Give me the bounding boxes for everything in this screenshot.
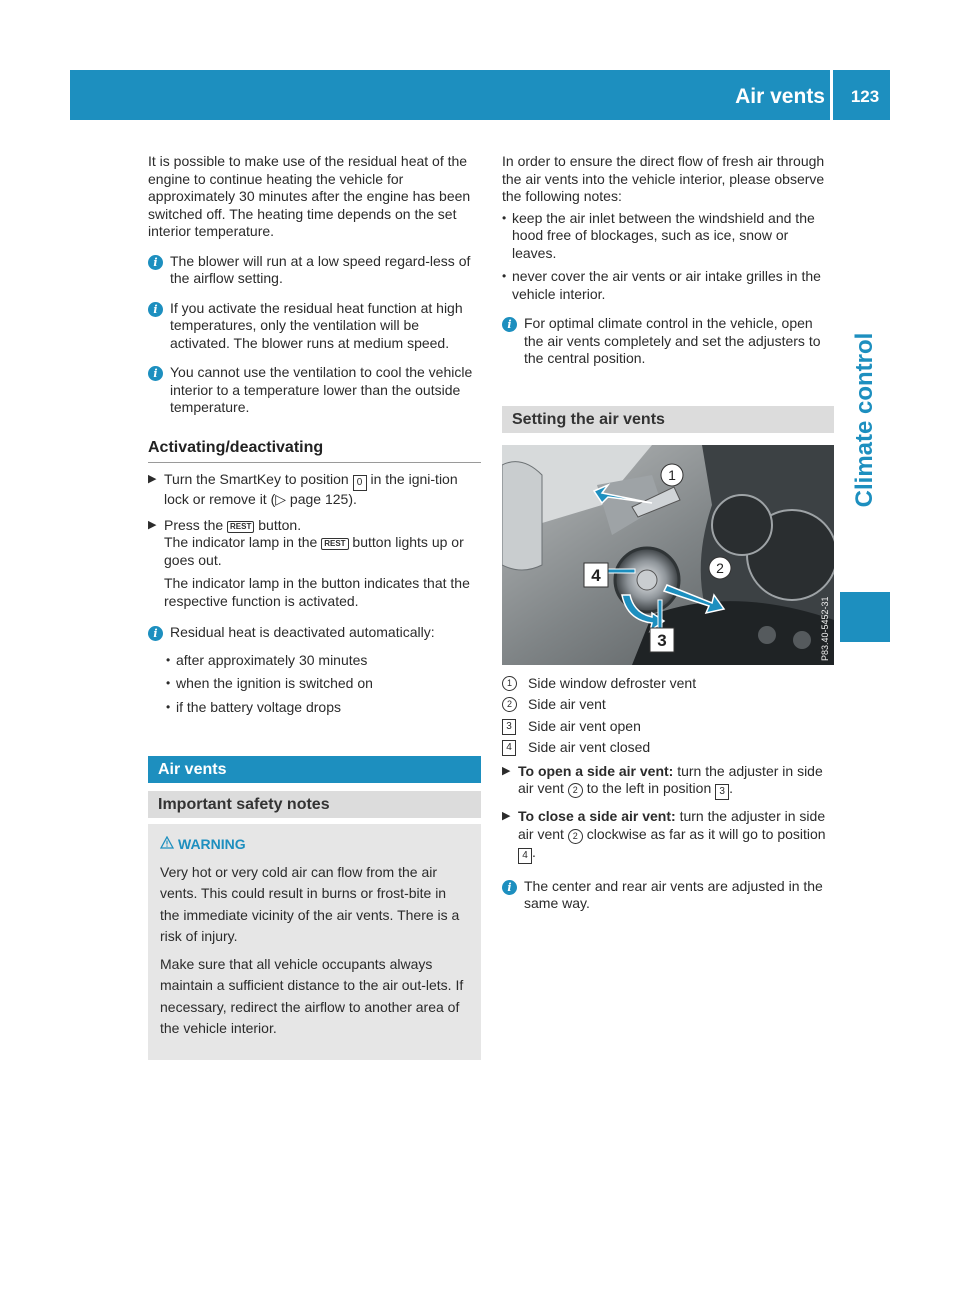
right-column: [502, 153, 834, 925]
step-press-rest: [148, 517, 481, 611]
list-item: [166, 699, 481, 717]
chapter-marker: [840, 592, 890, 642]
legend-item: [502, 739, 834, 757]
step-text: button lights up or goes out.: [164, 534, 464, 568]
step-arrow-icon: ▶: [148, 518, 157, 531]
bullet-icon: •: [502, 269, 507, 283]
page-number: 123: [850, 87, 880, 106]
info-note-center-vents: [502, 878, 834, 913]
position-marker: 4: [518, 848, 532, 864]
step-text: ).: [348, 491, 357, 507]
bullet-text: after approximately 30 minutes: [176, 651, 368, 668]
step-text: clockwise as far as it will go to position: [582, 825, 826, 842]
figure-label-4: 4: [591, 565, 601, 585]
step-close-vent: [502, 808, 834, 864]
info-text: Residual heat is deactivated automatically:: [170, 624, 435, 640]
bullet-icon: •: [166, 699, 171, 714]
vent-marker: 2: [568, 783, 583, 798]
bullet-text: if the battery voltage drops: [176, 698, 341, 715]
info-text: For optimal climate control in the vehicle, open the air vents completely and set the adjusters to the central position.: [524, 315, 821, 366]
step-arrow-icon: ▶: [502, 764, 511, 777]
legend-text: Side air vent open: [528, 717, 641, 734]
step-arrow-icon: ▶: [502, 810, 511, 822]
position-key: 0: [353, 475, 367, 491]
fresh-air-list: [502, 210, 834, 304]
rest-button-symbol: REST: [321, 538, 348, 550]
step-text: in the igni-tion lock or remove it (: [164, 471, 458, 507]
list-item: [502, 210, 834, 263]
figure-code: P83.40-5452-31: [820, 595, 830, 661]
vent-marker: 2: [568, 829, 583, 844]
info-note-cooling: [148, 364, 481, 417]
air-vent-drawing: [502, 445, 834, 665]
bullet-text: never cover the air vents or air intake grilles in the vehicle interior.: [512, 268, 821, 302]
list-item: [502, 268, 834, 303]
step-turn-smartkey: [148, 471, 481, 509]
legend-marker: 4: [502, 740, 516, 756]
bullet-icon: •: [166, 652, 171, 667]
step-text: .: [729, 780, 734, 796]
warning-text: Very hot or very cold air can flow from the air vents. This could result in burns or frost-bite in the immediate vicinity of the air vents. There is a risk of injury.: [160, 863, 460, 944]
legend-text: Side window defroster vent: [528, 674, 697, 691]
warning-heading: [160, 834, 469, 856]
step-text: Press the: [164, 516, 228, 533]
bullet-text: keep the air inlet between the windshield and the hood free of blockages, such as ice, snow or leaves.: [512, 209, 815, 261]
bullet-icon: •: [502, 210, 507, 225]
list-item: [166, 652, 481, 670]
info-note-climate: [502, 315, 834, 368]
chapter-sidebar: [840, 120, 890, 880]
page-reference-link[interactable]: ▷ page 125: [275, 491, 349, 507]
deactivation-list: [166, 652, 481, 717]
info-icon: i: [148, 366, 163, 381]
left-column: [148, 153, 481, 1060]
legend-marker: 3: [502, 719, 516, 735]
step-arrow-icon: ▶: [148, 473, 157, 485]
info-note-high-temp: [148, 300, 481, 353]
info-text: The center and rear air vents are adjusted in the same way.: [524, 877, 823, 911]
figure-label-1: 1: [668, 466, 676, 483]
figure-legend: [502, 675, 834, 757]
info-text: The blower will run at a low speed regard-less of the airflow setting.: [170, 252, 471, 286]
info-note-blower: [148, 253, 481, 288]
info-icon: i: [502, 317, 517, 332]
legend-item: [502, 696, 834, 714]
warning-triangle-icon: [160, 834, 178, 856]
chapter-label: Climate control: [851, 332, 878, 508]
figure-label-3: 3: [657, 630, 667, 650]
warning-box: [148, 824, 481, 1060]
step-text: turn the adjuster in side air vent: [518, 762, 823, 796]
legend-marker: 2: [502, 697, 517, 712]
step-text: Turn the SmartKey to position: [164, 471, 353, 487]
warning-text: Make sure that all vehicle occupants always maintain a sufficient distance to the air out-lets. If necessary, redirect the airflow to another area of the vehicle interior.: [160, 955, 464, 1036]
info-text: If you activate the residual heat function at high temperatures, only the ventilation will be activated. The blower runs at medium speed.: [170, 299, 463, 351]
section-bar-safety-notes: Important safety notes: [148, 791, 481, 818]
fresh-air-intro: In order to ensure the direct flow of fresh air through the air vents into the vehicle interior, please observe the following notes:: [502, 153, 825, 204]
position-marker: 3: [715, 784, 729, 800]
page-header: [70, 70, 890, 120]
header-separator: [830, 70, 833, 120]
residual-heat-intro: It is possible to make use of the residual heat of the engine to continue heating the vehicle for approximately 30 minutes after the engine has been switched off. The heating time depends on the set interior temperature.: [148, 153, 471, 239]
info-icon: i: [148, 255, 163, 270]
step-title: To open a side air vent:: [518, 762, 674, 779]
section-heading-activating: Activating/deactivating: [148, 439, 481, 464]
section-bar-air-vents: Air vents: [148, 756, 481, 783]
step-text: to the left in position: [582, 780, 716, 796]
info-icon: i: [148, 302, 163, 317]
step-open-vent: [502, 763, 834, 801]
bullet-text: when the ignition is switched on: [176, 675, 373, 691]
warning-title: WARNING: [178, 836, 246, 852]
list-item: [166, 675, 481, 693]
step-text: turn the adjuster in side air vent: [518, 808, 826, 842]
step-text: The indicator lamp in the: [164, 534, 322, 550]
step-text: .: [532, 843, 536, 860]
step-title: To close a side air vent:: [518, 808, 676, 824]
legend-item: [502, 718, 834, 736]
legend-text: Side air vent closed: [528, 739, 651, 755]
bullet-icon: •: [166, 676, 171, 690]
legend-marker: 1: [502, 676, 517, 691]
info-text: You cannot use the ventilation to cool the vehicle interior to a temperature lower than the outside temperature.: [170, 364, 473, 415]
rest-button-symbol: REST: [227, 521, 254, 533]
info-icon: i: [148, 626, 163, 641]
header-title: Air vents: [735, 85, 825, 108]
section-bar-setting-vents: Setting the air vents: [502, 406, 834, 433]
legend-text: Side air vent: [528, 696, 606, 712]
figure-label-2: 2: [716, 559, 724, 576]
info-note-deactivation: [148, 624, 481, 642]
step-subtext: The indicator lamp in the button indicates that the respective function is activated.: [164, 575, 470, 609]
info-icon: i: [502, 880, 517, 895]
air-vent-illustration: [502, 445, 834, 665]
legend-item: [502, 675, 834, 693]
step-text: button.: [254, 516, 302, 533]
